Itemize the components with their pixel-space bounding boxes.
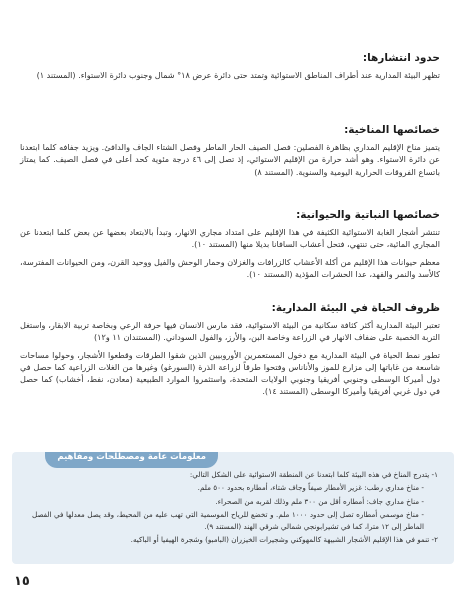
- section-heading: خصائصها المناخية:: [344, 124, 440, 136]
- info-item: ٢- تنمو في هذا الإقليم الأشجار الشبيهة كالمهوكني وشجيرات الخيزران (البامبو) وشجرة الهيفيا أو الباكيه.: [130, 535, 438, 545]
- section-heading: خصائصها النباتية والحيوانية:: [296, 209, 440, 221]
- info-item: ١- يتدرج المناخ في هذه البيئة كلما ابتعدنا عن المنطقة الاستوائية على الشكل التالي:: [189, 470, 438, 479]
- info-box-body: [32, 469, 438, 547]
- section-paragraph: تظهر البيئة المدارية عند أطراف المناطق الاستوائية وتمتد حتى دائرة عرض ١٨° شمال وجنوب دائرة الاستواء. (المستند ١): [36, 70, 440, 80]
- section-climate: [20, 124, 440, 183]
- info-subitem: - مناخ موسمي أمطاره تصل إلى حدود ١٠٠٠ ملم. و تخضع للرياح الموسمية التي تهب عليه من المحيط، وقد يصل معدلها في الفصل الماطر إلى ١٢ مترا، كما في تشيرابونجي شمالي شرقي الهند (المستند ٩).: [32, 510, 425, 531]
- info-box-title: معلومات عامة ومصطلحات ومفاهيم: [45, 452, 218, 468]
- section-distribution: [20, 52, 440, 86]
- page-number: ١٥: [14, 574, 30, 589]
- info-subitem: - مناخ مداري جاف: أمطاره أقل من ٣٠٠ ملم وذلك لقربه من الصحراء.: [215, 496, 424, 506]
- section-paragraph: يتميز مناخ الإقليم المداري بظاهرة الفصلين: فصل الصيف الحار الماطر وفصل الشتاء الجاف والدافئ. ويزيد جفافه كلما ابتعدنا عن دائرة الاستواء. وهو أشد حرارة من الإقليم الاستوائي، إذ تصل إلى ٤٦ درجة مئوية كحد أعلى في فصل الصيف. كما يمتاز باتساع الفروقات الحرارية اليومية والسنوية. (المستند ٨): [20, 142, 440, 177]
- section-living-conditions: [20, 302, 440, 403]
- info-box: [12, 452, 454, 564]
- info-subitem: - مناخ مداري رطب: غزير الأمطار صيفاً وجاف شتاء، أمطاره بحدود ٥٠٠ ملم.: [197, 483, 424, 493]
- section-paragraph: تنتشر أشجار الغابة الاستوائية الكثيفة في هذا الإقليم على امتداد مجاري الانهار، وتبدأ بالابتعاد بعضها عن بعض كلما ابتعدنا عن المجاري المائية، حتى تنتهي، فتحل أعشاب السافانا بديلا منها (المستند ١٠).: [20, 227, 440, 250]
- section-paragraph: تعتبر البيئة المدارية أكثر كثافة سكانية من البيئة الاستوائية، فقد مارس الانسان فيها حرفة الرعي وبخاصة تربية الابقار، واستغل التربة الخصبة على ضفاف الانهار في الزراعة وخاصة البن، والأرز، والفول السوداني. (المستندان ١١ و١٢): [20, 320, 440, 343]
- section-paragraph: معظم حيوانات هذا الإقليم من أكلة الأعشاب كالزرافات والغزلان وحمار الوحش والفيل ووحيد القرن، ومن الحيوانات المفترسة، كالأسد والنمر والفهد، عدا الحشرات المؤذية (المستند ١٠).: [20, 256, 440, 279]
- section-flora-fauna: [20, 209, 440, 285]
- section-heading: حدود انتشارها:: [362, 52, 440, 64]
- section-heading: ظروف الحياة في البيئة المدارية:: [271, 302, 440, 314]
- section-paragraph: تطور نمط الحياة في البيئة المدارية مع دخول المستعمرين الأوروبيين الذين شقوا الطرقات وقطعوا الأشجار، وحولوا مساحات شاسعة من غاباتها إلى مزارع للموز والأناناس وفتحوا طرقاً لزراعة الذرة (السورغو) وغيرها من الغلات الزراعية كما حصل في دول أميركا الوسطى وجنوبي أفريقيا وجنوبي الولايات المتحدة، واستثمروا الموارد الطبيعية (معادن، نفط، أخشاب) كما حصل في دول غربي أفريقيا وأميركا الوسطى (المستند ١٤).: [20, 349, 440, 397]
